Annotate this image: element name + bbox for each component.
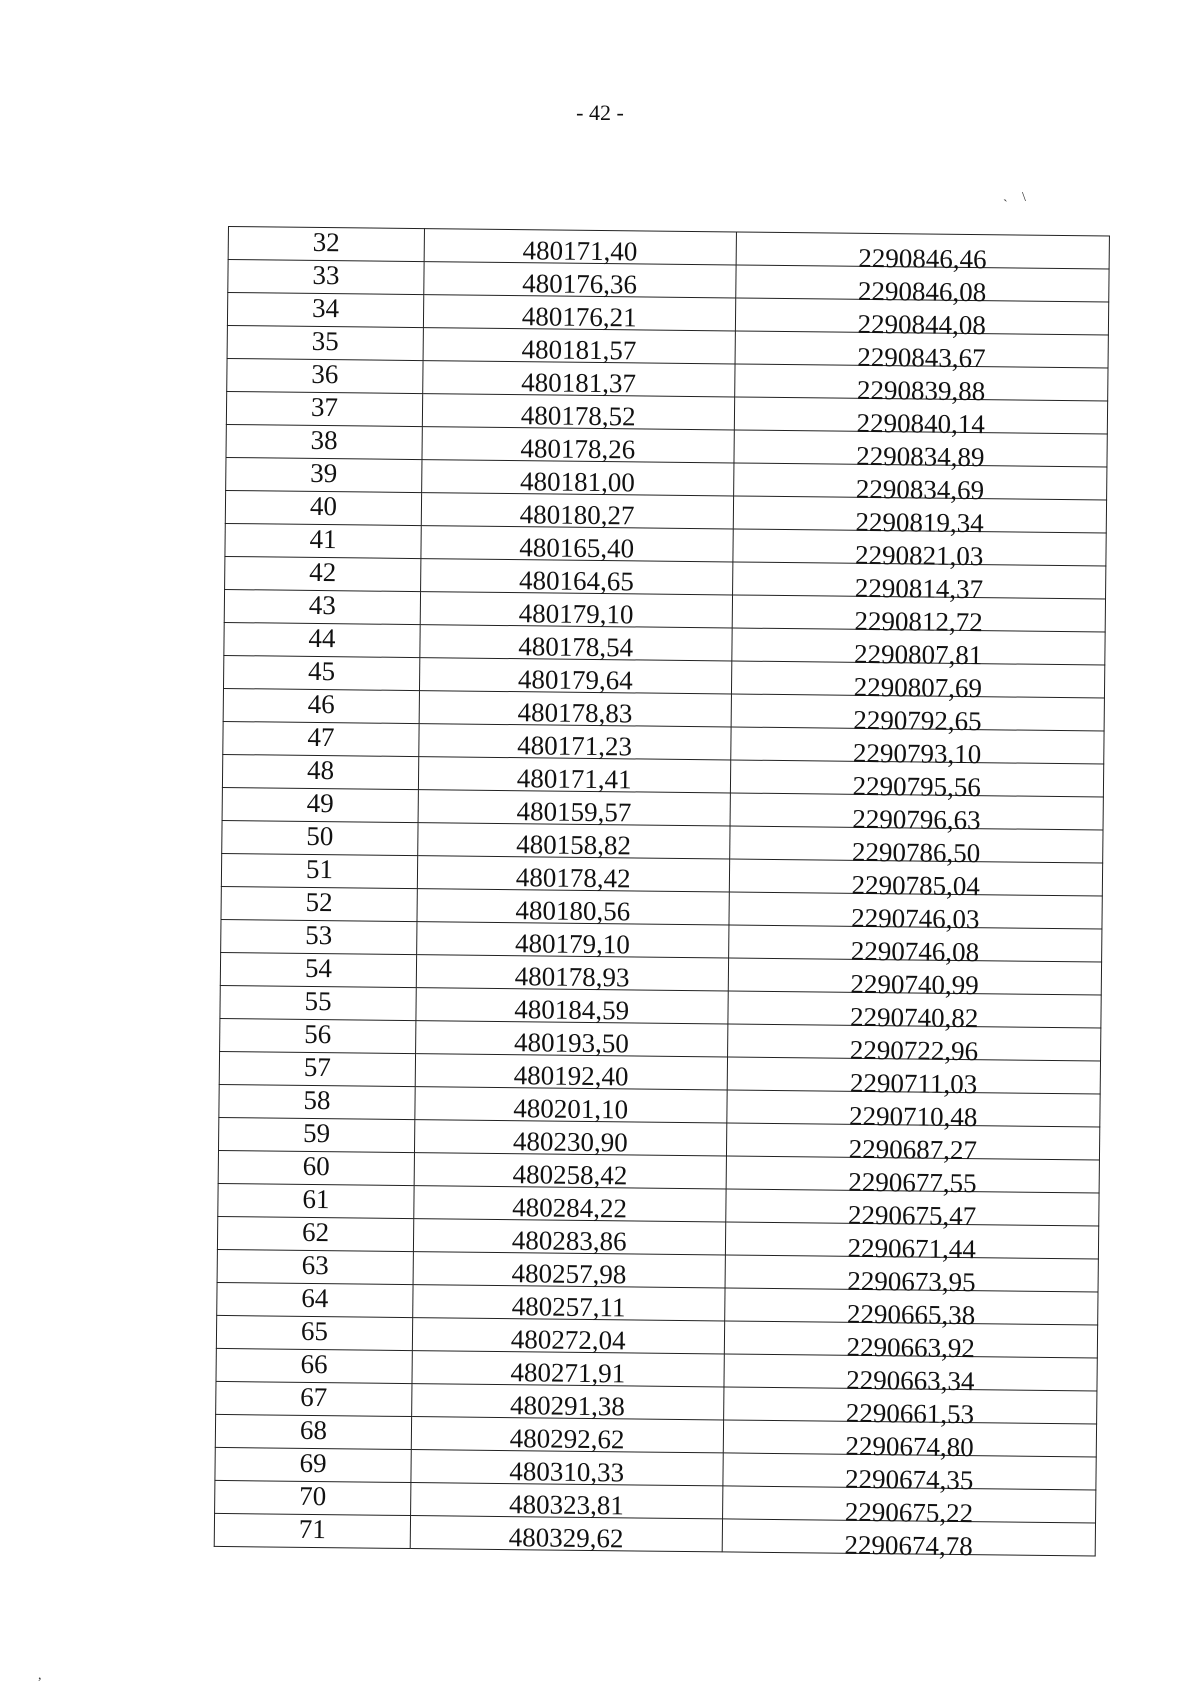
y-coordinate-value: 2290674,78 [844,1529,973,1562]
point-number-cell: 38 [226,424,422,459]
y-coordinate-value: 2290793,10 [852,737,982,770]
y-coordinate-value: 2290722,96 [849,1034,979,1067]
x-coordinate-value: 480179,10 [518,598,634,630]
x-coordinate-value: 480272,04 [510,1324,626,1356]
x-coordinate-cell [414,1120,726,1156]
x-coordinate-value: 480181,57 [521,334,637,366]
y-coordinate-value: 2290846,08 [857,275,987,308]
x-coordinate-cell [423,328,735,364]
point-number-cell: 62 [217,1216,413,1251]
x-coordinate-cell [420,592,732,628]
y-coordinate-value: 2290740,82 [849,1001,979,1034]
x-coordinate-value: 480171,40 [522,235,638,267]
y-coordinate-value: 2290846,46 [858,242,987,275]
x-coordinate-cell [413,1219,725,1255]
point-number-cell: 36 [227,358,423,393]
y-coordinate-value: 2290663,92 [846,1331,975,1364]
point-number-cell: 33 [228,260,424,295]
x-coordinate-cell [416,988,728,1024]
x-coordinate-value: 480176,36 [522,268,638,300]
y-coordinate-value: 2290844,08 [857,308,987,341]
y-coordinate-value: 2290840,14 [856,407,985,440]
y-coordinate-value: 2290687,27 [848,1133,978,1166]
x-coordinate-cell [422,427,734,463]
x-coordinate-value: 480184,59 [514,994,630,1026]
point-number-cell: 42 [225,556,421,591]
point-number-cell: 53 [221,919,417,954]
x-coordinate-cell [419,691,731,727]
x-coordinate-cell [423,361,735,397]
y-coordinate-value: 2290812,72 [854,605,983,638]
x-coordinate-value: 480310,33 [509,1456,625,1488]
y-coordinate-value: 2290807,81 [853,638,983,671]
point-number-cell: 41 [225,523,421,558]
y-coordinate-value: 2290821,03 [854,539,984,572]
x-coordinate-cell [410,1483,722,1519]
x-coordinate-value: 480178,54 [518,631,634,663]
y-coordinate-value: 2290786,50 [851,836,981,869]
point-number-cell: 67 [216,1381,412,1416]
y-coordinate-value: 2290710,48 [848,1100,978,1133]
page-number: - 42 - [576,100,624,125]
point-number-cell: 55 [220,985,416,1020]
x-coordinate-cell [420,559,732,595]
x-coordinate-cell [423,295,735,331]
x-coordinate-value: 480179,10 [514,928,631,960]
point-number-cell: 37 [226,391,422,426]
x-coordinate-cell [421,526,733,562]
x-coordinate-value: 480291,38 [509,1390,626,1422]
coordinates-table [214,226,1110,1562]
y-coordinate-value: 2290677,55 [848,1166,977,1199]
y-coordinate-value: 2290674,35 [844,1463,974,1496]
x-coordinate-cell [417,856,729,892]
x-coordinate-cell [412,1384,724,1420]
x-coordinate-cell [419,658,731,694]
x-coordinate-cell [424,262,736,298]
x-coordinate-cell [420,625,732,661]
coordinates-table-body [214,226,1109,1562]
x-coordinate-value: 480192,40 [513,1060,629,1092]
point-number-cell: 58 [219,1084,415,1119]
x-coordinate-value: 480257,98 [511,1258,627,1290]
x-coordinate-value: 480171,23 [517,730,633,762]
x-coordinate-cell [414,1153,726,1189]
point-number-cell: 45 [223,655,419,690]
y-coordinate-value: 2290834,89 [856,440,985,473]
x-coordinate-value: 480178,52 [520,400,636,432]
point-number-cell: 69 [215,1447,411,1482]
x-coordinate-cell [418,790,730,826]
x-coordinate-cell [412,1318,724,1354]
x-coordinate-cell [413,1252,725,1288]
y-coordinate-value: 2290795,56 [852,770,982,803]
x-coordinate-value: 480181,37 [521,367,637,399]
y-coordinate-value: 2290661,53 [845,1397,975,1430]
y-coordinate-value: 2290746,08 [850,935,980,968]
y-coordinate-value: 2290785,04 [851,869,980,902]
point-number-cell: 32 [228,227,424,262]
point-number-cell: 34 [227,293,423,328]
x-coordinate-value: 480230,90 [512,1126,628,1158]
scan-speck: \ [1022,190,1026,205]
x-coordinate-cell [418,757,730,793]
y-coordinate-value: 2290834,69 [855,473,985,506]
y-coordinate-value: 2290819,34 [855,506,984,539]
y-coordinate-value: 2290814,37 [854,572,984,605]
x-coordinate-cell [421,493,733,529]
x-coordinate-value: 480159,57 [516,796,632,828]
y-coordinate-value: 2290674,80 [845,1430,974,1463]
point-number-cell: 49 [222,787,418,822]
point-number-cell: 44 [224,622,420,657]
x-coordinate-value: 480181,00 [519,466,636,498]
x-coordinate-cell [414,1186,726,1222]
x-coordinate-value: 480176,21 [521,301,637,333]
x-coordinate-value: 480283,86 [511,1225,627,1257]
x-coordinate-value: 480178,26 [520,433,636,465]
y-coordinate-value: 2290673,95 [847,1265,976,1298]
point-number-cell: 39 [226,457,422,492]
y-coordinate-value: 2290807,69 [853,671,983,704]
x-coordinate-cell [422,460,734,496]
y-coordinate-value: 2290746,03 [851,902,980,935]
x-coordinate-value: 480323,81 [508,1489,624,1521]
point-number-cell: 63 [217,1249,413,1284]
y-coordinate-value: 2290665,38 [846,1298,976,1331]
point-number-cell: 50 [222,820,418,855]
x-coordinate-value: 480201,10 [513,1093,629,1125]
point-number-cell: 54 [220,952,416,987]
x-coordinate-value: 480165,40 [519,532,635,564]
y-coordinate-value: 2290711,03 [849,1067,978,1100]
x-coordinate-value: 480164,65 [518,565,634,597]
y-coordinate-value: 2290843,67 [857,341,986,374]
x-coordinate-value: 480171,41 [516,763,632,795]
x-coordinate-cell [413,1285,725,1321]
point-number-cell: 56 [220,1018,416,1053]
x-coordinate-cell [417,922,729,958]
point-number-cell: 52 [221,886,417,921]
x-coordinate-value: 480271,91 [510,1357,626,1389]
x-coordinate-value: 480257,11 [511,1291,626,1323]
y-coordinate-cell [736,232,1110,275]
x-coordinate-cell [412,1351,724,1387]
x-coordinate-value: 480329,62 [508,1522,624,1554]
point-number-cell: 60 [218,1150,414,1185]
x-coordinate-value: 480284,22 [512,1192,628,1224]
point-number-cell: 35 [227,325,423,360]
point-number-cell: 68 [215,1414,411,1449]
x-coordinate-value: 480180,27 [519,499,635,531]
point-number-cell: 43 [224,589,420,624]
x-coordinate-cell [415,1054,727,1090]
y-coordinate-value: 2290796,63 [852,803,981,836]
x-coordinate-value: 480178,42 [515,862,631,894]
y-coordinate-value: 2290792,65 [853,704,982,737]
x-coordinate-cell [411,1417,723,1453]
y-coordinate-value: 2290671,44 [847,1232,977,1265]
x-coordinate-cell [422,394,734,430]
x-coordinate-value: 480258,42 [512,1159,628,1191]
scan-speck: , [38,1668,42,1683]
x-coordinate-value: 480178,93 [514,961,630,993]
point-number-cell: 64 [217,1282,413,1317]
y-coordinate-value: 2290675,47 [847,1199,977,1232]
point-number-cell: 59 [218,1117,414,1152]
y-coordinate-value: 2290740,99 [850,968,979,1001]
x-coordinate-cell [415,1021,727,1057]
x-coordinate-cell [411,1450,723,1486]
point-number-cell: 57 [219,1051,415,1086]
point-number-cell: 46 [223,688,419,723]
point-number-cell: 65 [216,1315,412,1350]
x-coordinate-cell [419,724,731,760]
y-coordinate-value: 2290839,88 [856,374,986,407]
x-coordinate-value: 480180,56 [515,895,631,927]
x-coordinate-value: 480178,83 [517,697,633,729]
x-coordinate-cell [410,1516,722,1552]
x-coordinate-value: 480179,64 [517,664,633,696]
point-number-cell: 51 [221,853,417,888]
point-number-cell: 47 [223,721,419,756]
point-number-cell: 40 [225,490,421,525]
point-number-cell: 71 [214,1513,410,1548]
x-coordinate-value: 480193,50 [513,1027,629,1059]
x-coordinate-cell [415,1087,727,1123]
point-number-cell: 66 [216,1348,412,1383]
x-coordinate-cell [424,229,736,265]
point-number-cell: 48 [222,754,418,789]
x-coordinate-cell [418,823,730,859]
x-coordinate-cell [416,955,728,991]
y-coordinate-value: 2290675,22 [844,1496,974,1529]
y-coordinate-value: 2290663,34 [846,1364,975,1397]
scan-speck: ` [1003,198,1008,213]
point-number-cell: 61 [218,1183,414,1218]
x-coordinate-value: 480158,82 [516,829,632,861]
x-coordinate-cell [417,889,729,925]
x-coordinate-value: 480292,62 [509,1423,625,1455]
point-number-cell: 70 [215,1480,411,1515]
